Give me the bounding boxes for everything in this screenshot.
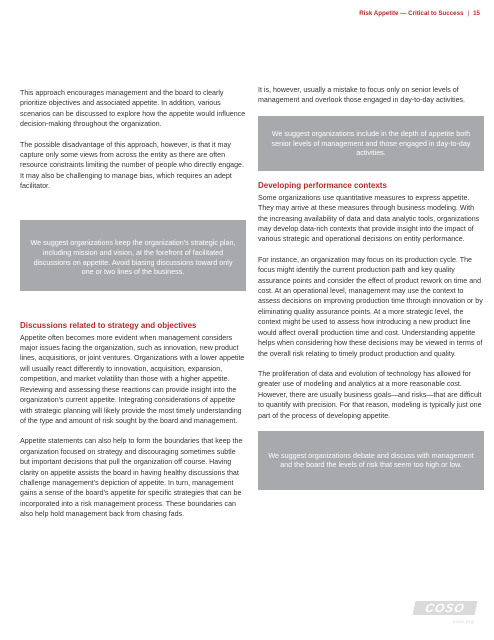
callout-text: We suggest organizations debate and discuss with management and the board the levels of risk that seem too high or low. <box>268 450 474 470</box>
right-paragraph-1: It is, however, usually a mistake to focus only on senior levels of management and overlook those engaged in day-to-day activities. <box>258 86 466 105</box>
section-heading-strategy: Discussions related to strategy and objectives <box>20 320 197 330</box>
running-title: Risk Appetite — Critical to Success <box>359 10 464 17</box>
callout-text: We suggest organizations include in the depth of appetite both senior levels of management and those engaged in day-to-day activities. <box>271 128 471 158</box>
left-column <box>20 88 246 530</box>
page-number: 15 <box>473 10 480 17</box>
left-paragraph-3: Appetite often becomes more evident when management considers major issues facing the organization, such as innovation, new product lines, acquisitions, or joint ventures. Organizations with a lower appetite will usually react differently to innovation, acquisition, expansion, competition, and market volatility than those with a higher appetite. Reviewing and assessing these reactions can provide insight into the organization's current appetite. Integrating considerations of appetite with strategic planning will likely provide the most timely understanding of the type and amount of risk sought by the board and management. <box>20 333 245 425</box>
right-paragraph-3: For instance, an organization may focus on its production cycle. The focus might identify the current production path and key quality assurance points and consider the effect of product rework on time and cost. At an operational level, management may use the context to assess decisions on improving production time through innovation or by eliminating quality assurance points. At a more strategic level, the context might be used to assess how introducing a new product line would affect overall production time and cost. Understanding appetite helps when considering how these decisions may be viewed in terms of the overall risk relating to timely product production and quality. <box>258 255 483 358</box>
callout-box <box>258 116 484 171</box>
logo-url: coso.org <box>452 619 474 624</box>
header-separator: | <box>467 10 470 17</box>
right-paragraph-4: The proliferation of data and evolution of technology has allowed for greater use of modeling and analytics at a more reasonable cost. However, there are usually business goals—and risks—that are difficult to quantify with precision. For that reason, modeling is typically just one part of the process of developing appetite. <box>258 369 482 420</box>
left-paragraph-4: Appetite statements can also help to form the boundaries that keep the organization focused on strategy and discouraging sometimes subtle but important decisions that pull the organization off course. Having clarity on appetite assists the board in having healthy discussions that challenge management's depiction of appetite. In turn, management gains a sense of the board's appetite for specific strategies that can be incorporated into a risk management process. These boundaries can also help hold management back from chasing fads. <box>20 437 243 519</box>
right-paragraph-2: Some organizations use quantitative measures to express appetite. They may arrive at these measures through business modeling. With the increasing availability of data and data analytic tools, organizations may develop data-rich contexts that provide insight into the impact of various strategic and operational decisions on entity performance. <box>258 193 480 244</box>
section-heading-performance: Developing performance contexts <box>258 180 387 190</box>
left-paragraph-1: This approach encourages management and the board to clearly prioritize objectives and associated appetite. In addition, various scenarios can be discussed to explore how the appetite would influence decision-making throughout the organization. <box>20 89 246 129</box>
running-header <box>359 10 480 17</box>
left-paragraph-2: The possible disadvantage of this approach, however, is that it may capture only some views from across the entity as there are often resource constraints limiting the number of people who directly engage. It may also be challenging to manage bias, which requires an adept facilitator. <box>20 140 244 191</box>
logo-text: COSO <box>423 601 467 615</box>
callout-text: We suggest organizations keep the organization's strategic plan, including mission and vision, at the forefront of facilitated discussions on appetite. Avoid biasing discussions toward only one or two lines of the business. <box>30 238 236 277</box>
callout-box <box>20 220 246 291</box>
callout-box <box>258 431 484 490</box>
right-column <box>258 85 484 490</box>
coso-logo <box>413 601 478 615</box>
